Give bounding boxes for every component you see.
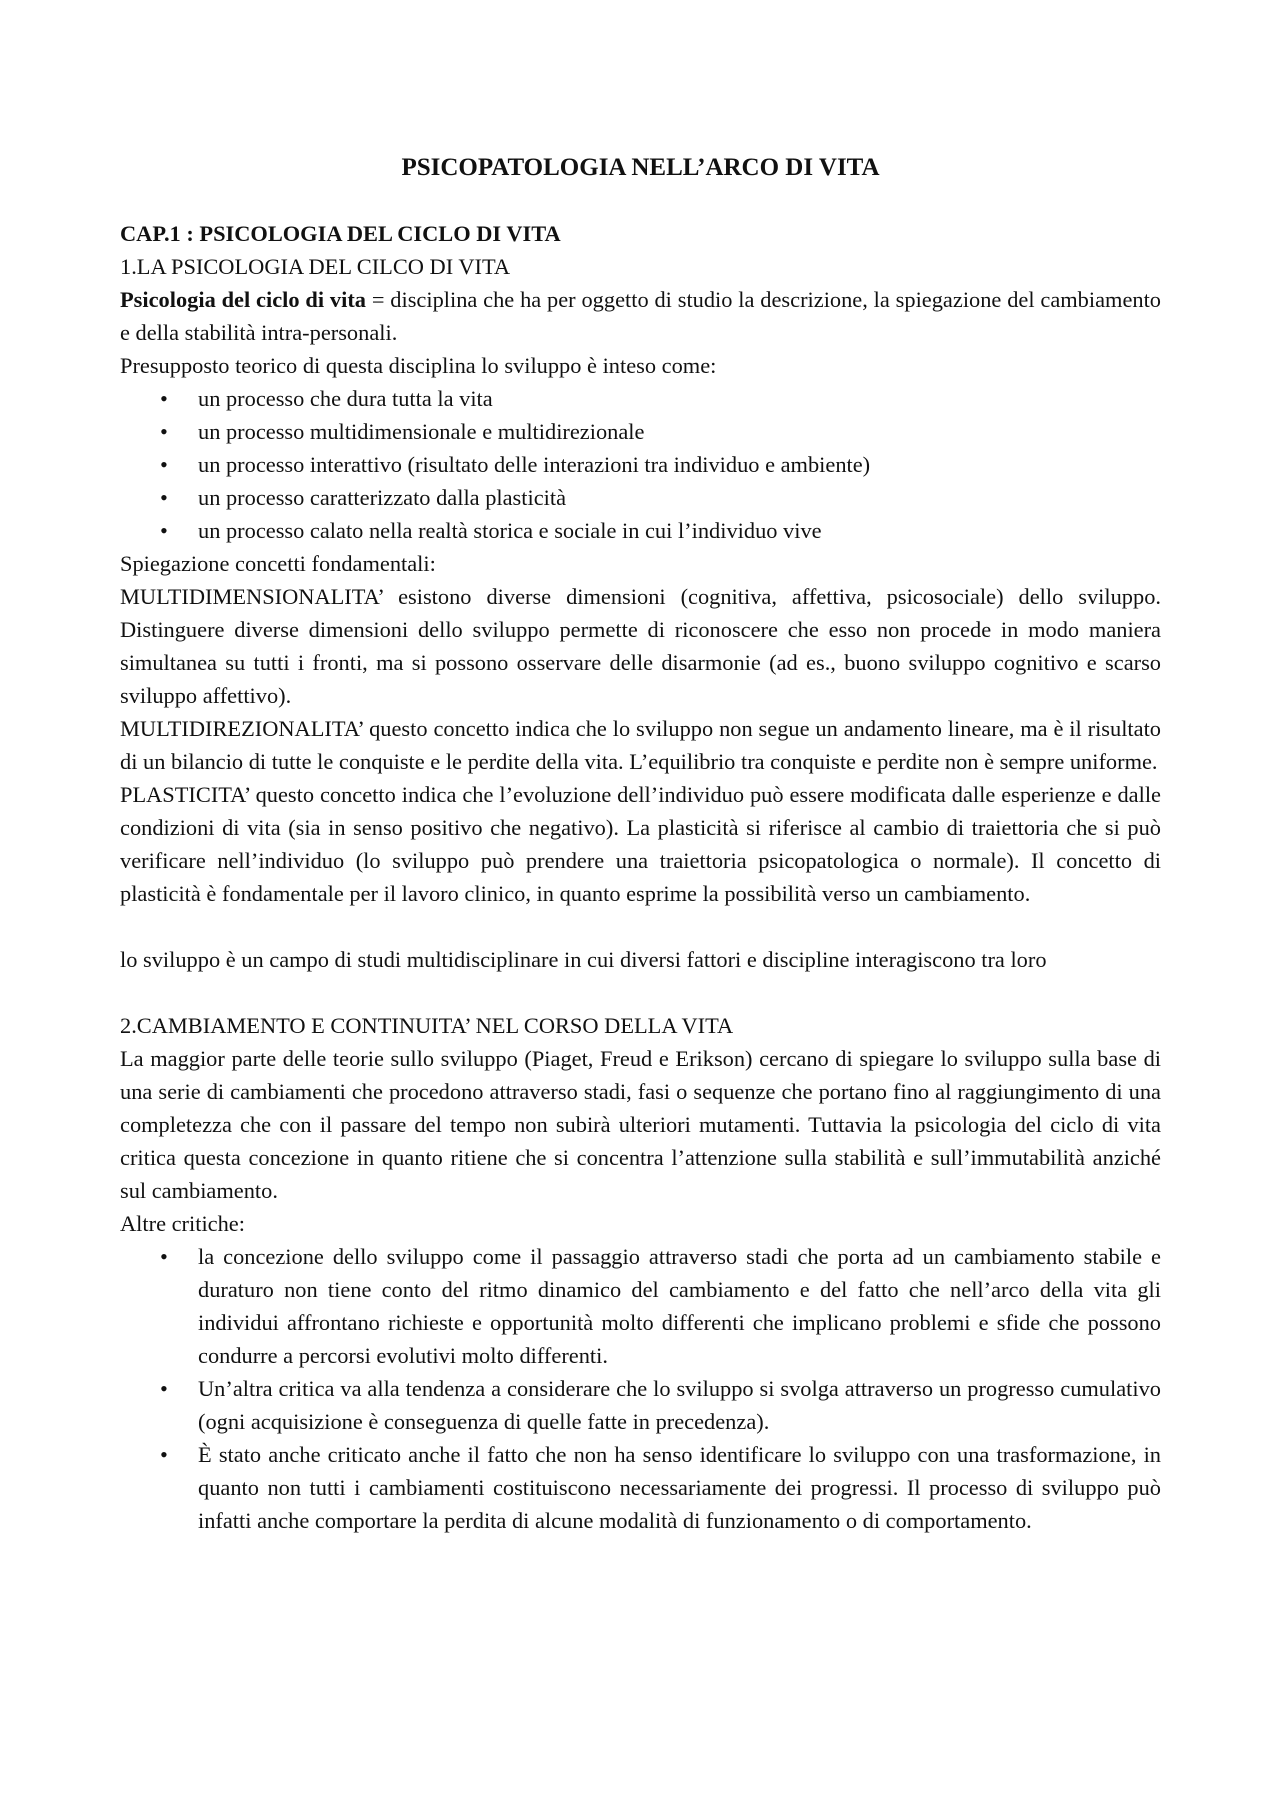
definition-text: = disciplina che ha per oggetto di studio la descrizione, la spiegazione del cambiamento e della stabilità intra-personali. — [120, 287, 1162, 345]
bullet-icon: • — [160, 452, 168, 477]
section-2-heading: 2.CAMBIAMENTO E CONTINUITA’ NEL CORSO DELLA VITA — [120, 1013, 734, 1038]
list-item: • un processo interattivo (risultato delle interazioni tra individuo e ambiente) — [120, 448, 1161, 481]
criticisms-list — [120, 1240, 1161, 1537]
criticisms-intro: Altre critiche: — [120, 1211, 245, 1236]
multidisciplinary-paragraph: lo sviluppo è un campo di studi multidisciplinare in cui diversi fattori e discipline interagiscono tra loro — [120, 947, 1047, 972]
premise-line: Presupposto teorico di questa disciplina lo sviluppo è inteso come: — [120, 353, 717, 378]
chapter-heading: CAP.1 : PSICOLOGIA DEL CICLO DI VITA — [120, 221, 561, 246]
multidimensionalita-paragraph: MULTIDIMENSIONALITA’ esistono diverse dimensioni (cognitiva, affettiva, psicosociale) dello sviluppo. Distinguere diverse dimensioni dello sviluppo permette di riconoscere che esso non procede in modo maniera simultanea su tutti i fronti, ma si possono osservare delle disarmonie (ad es., buono sviluppo cognitivo e scarso sviluppo affettivo). — [120, 584, 1161, 708]
bullet-icon: • — [160, 1244, 168, 1269]
plasticita-paragraph: PLASTICITA’ questo concetto indica che l’evoluzione dell’individuo può essere modificata dalle esperienze e dalle condizioni di vita (sia in senso positivo che negativo). La plasticità si riferisce al cambio di traiettoria che si può verificare nell’individuo (lo sviluppo può prendere una traiettoria psicopatologica o normale). Il concetto di plasticità è fondamentale per il lavoro clinico, in quanto esprime la possibilità verso un cambiamento. — [120, 782, 1161, 906]
list-item: • la concezione dello sviluppo come il passaggio attraverso stadi che porta ad un cambiamento stabile e duraturo non tiene conto del ritmo dinamico del cambiamento e del fatto che nell’arco della vita gli individui affrontano richieste e opportunità molto differenti che implicano problemi e sfide che possono condurre a percorsi evolutivi molto differenti. — [120, 1240, 1161, 1372]
definition-paragraph — [120, 283, 1161, 349]
list-item: • un processo che dura tutta la vita — [120, 382, 1161, 415]
concepts-intro: Spiegazione concetti fondamentali: — [120, 551, 436, 576]
document-page — [120, 150, 1161, 1537]
bullet-icon: • — [160, 386, 168, 411]
bullet-icon: • — [160, 1376, 168, 1401]
document-title: PSICOPATOLOGIA NELL’ARCO DI VITA — [401, 154, 880, 181]
section-1-heading: 1.LA PSICOLOGIA DEL CILCO DI VITA — [120, 254, 511, 279]
multidirezionalita-paragraph: MULTIDIREZIONALITA’ questo concetto indica che lo sviluppo non segue un andamento lineare, ma è il risultato di un bilancio di tutte le conquiste e le perdite della vita. L’equilibrio tra conquiste e perdite non è sempre uniforme. — [120, 716, 1161, 774]
list-item: • È stato anche criticato anche il fatto che non ha senso identificare lo sviluppo con una trasformazione, in quanto non tutti i cambiamenti costituiscono necessariamente dei progressi. Il processo di sviluppo può infatti anche comportare la perdita di alcune modalità di funzionamento o di comportamento. — [120, 1438, 1161, 1537]
bullet-icon: • — [160, 419, 168, 444]
bullet-icon: • — [160, 518, 168, 543]
bullet-icon: • — [160, 485, 168, 510]
section-2-intro-paragraph: La maggior parte delle teorie sullo sviluppo (Piaget, Freud e Erikson) cercano di spiegare lo sviluppo sulla base di una serie di cambiamenti che procedono attraverso stadi, fasi o sequenze che portano fino al raggiungimento di una completezza che con il passare del tempo non subirà ulteriori mutamenti. Tuttavia la psicologia del ciclo di vita critica questa concezione in quanto ritiene che si concentra l’attenzione sulla stabilità e sull’immutabilità anziché sul cambiamento. — [120, 1046, 1161, 1203]
development-features-list — [120, 382, 1161, 547]
bullet-icon: • — [160, 1442, 168, 1467]
list-item: • Un’altra critica va alla tendenza a considerare che lo sviluppo si svolga attraverso un progresso cumulativo (ogni acquisizione è conseguenza di quelle fatte in precedenza). — [120, 1372, 1161, 1438]
spacer — [120, 976, 1161, 1009]
spacer — [120, 910, 1161, 943]
list-item: • un processo multidimensionale e multidirezionale — [120, 415, 1161, 448]
list-item: • un processo caratterizzato dalla plasticità — [120, 481, 1161, 514]
list-item: • un processo calato nella realtà storica e sociale in cui l’individuo vive — [120, 514, 1161, 547]
definition-term: Psicologia del ciclo di vita — [120, 287, 366, 312]
